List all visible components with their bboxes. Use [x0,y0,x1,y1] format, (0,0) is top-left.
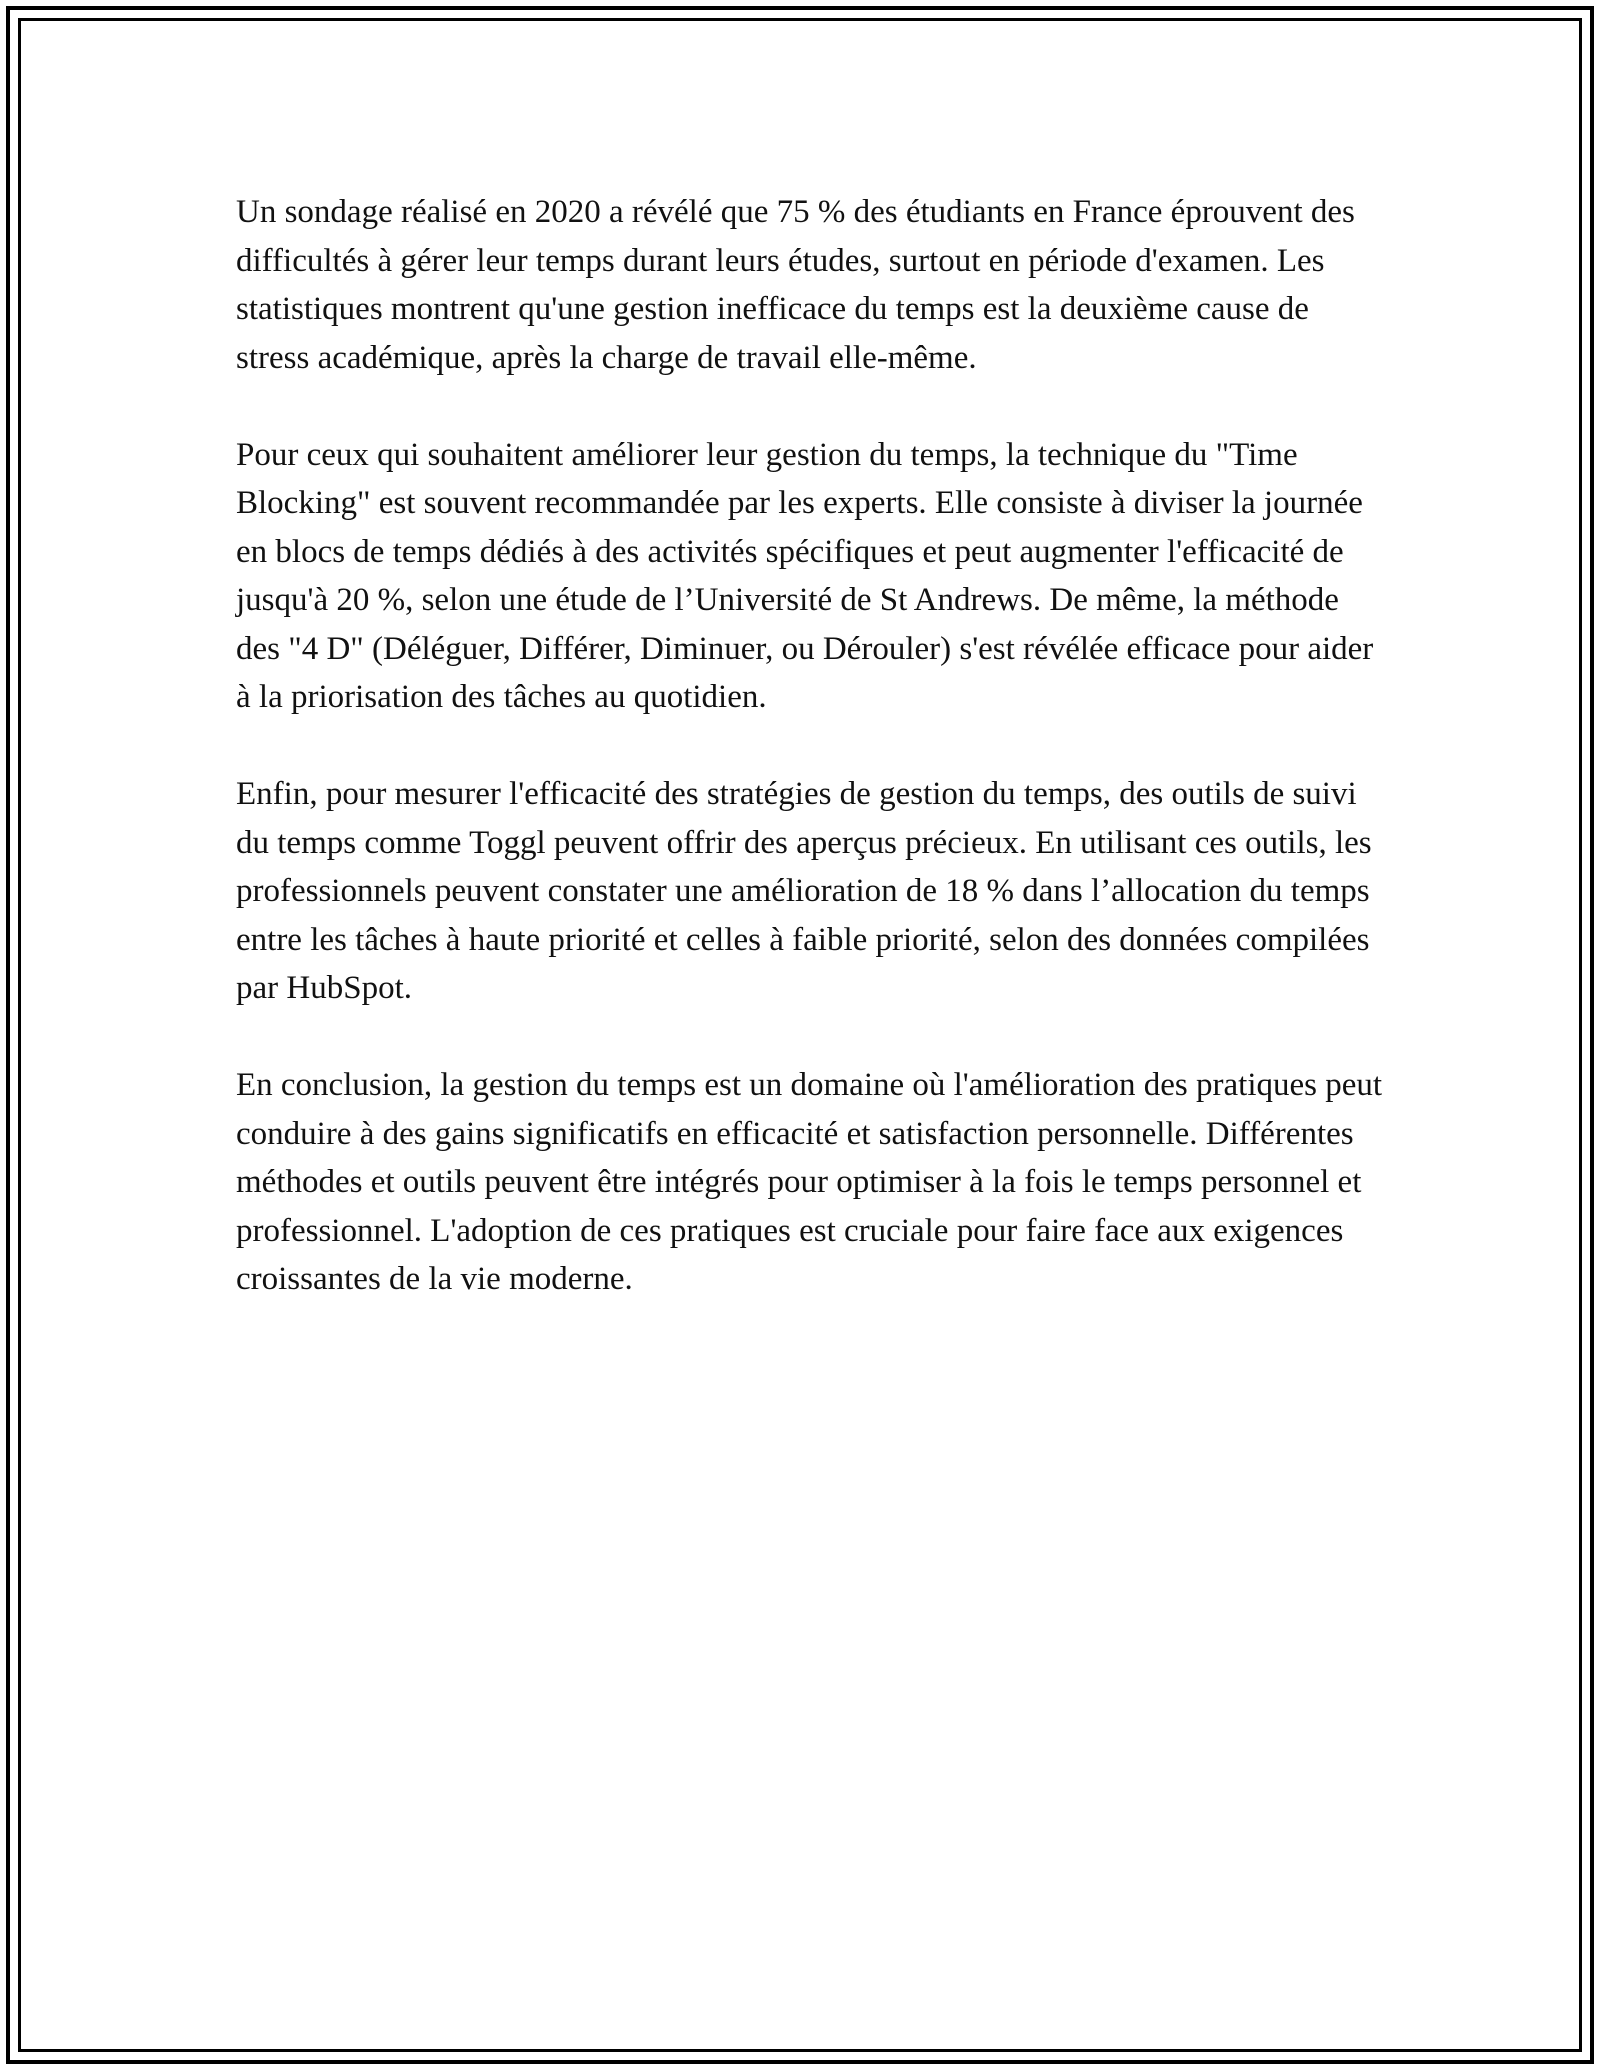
paragraph-survey-statistics: Un sondage réalisé en 2020 a révélé que 75 % des étudiants en France éprouvent des difficultés à gérer leur temps durant leurs études, surtout en période d'examen. Les statistiques montrent qu'une gestion inefficace du temps est la deuxième cause de stress académique, après la charge de travail elle-même. [236,194,1355,376]
paragraph-tracking-tools: Enfin, pour mesurer l'efficacité des stratégies de gestion du temps, des outils de suivi du temps comme Toggl peuvent offrir des aperçus précieux. En utilisant ces outils, les professionnels peuvent constater une amélioration de 18 % dans l’allocation du temps entre les tâches à haute priorité et celles à faible priorité, selon des données compilées par HubSpot. [236,776,1372,1006]
paragraph-time-blocking: Pour ceux qui souhaitent améliorer leur gestion du temps, la technique du "Time Blocking" est souvent recommandée par les experts. Elle consiste à diviser la journée en blocs de temps dédiés à des activités spécifiques et peut augmenter l'efficacité de jusqu'à 20 %, selon une étude de l’Université de St Andrews. De même, la méthode des "4 D" (Déléguer, Différer, Diminuer, ou Dérouler) s'est révélée efficace pour aider à la priorisation des tâches au quotidien. [236,436,1374,715]
document-body [236,188,1384,1352]
paragraph-conclusion: En conclusion, la gestion du temps est un domaine où l'amélioration des pratiques peut conduire à des gains significatifs en efficacité et satisfaction personnelle. Différentes méthodes et outils peuvent être intégrés pour optimiser à la fois le temps personnel et professionnel. L'adoption de ces pratiques est cruciale pour faire face aux exigences croissantes de la vie moderne. [236,1067,1383,1297]
